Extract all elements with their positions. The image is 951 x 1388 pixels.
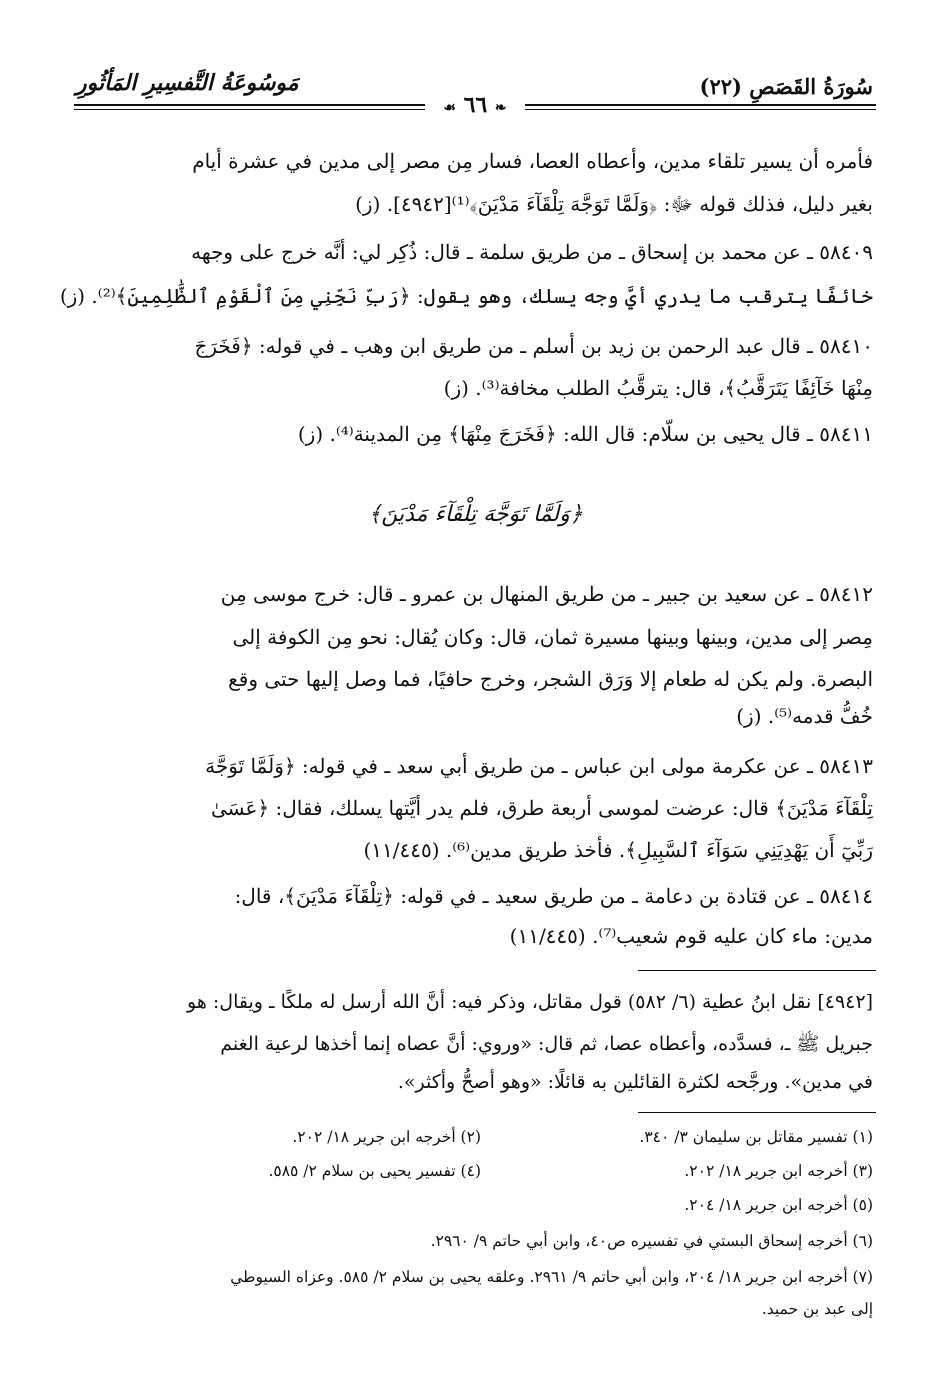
narration-line: ٥٨٤١٤ ـ عن قتادة بن دعامة ـ من طريق سعيد ـ في قوله: ﴿تِلْقَآءَ مَدْيَنَ﴾، قال: bbox=[234, 884, 873, 908]
text-line: تِلْقَآءَ مَدْيَنَ﴾ قال: عرضت لموسى أربعة طرق، فلم يدر أيَّتها يسلك، فقال: ﴿عَسَىٰ bbox=[210, 796, 873, 820]
running-header-book-title: مَوسُوعَةُ التَّفسِيرِ المَأثُورِ bbox=[76, 70, 299, 96]
footnote-separator bbox=[638, 1112, 876, 1113]
ornament-icon: ❧ bbox=[494, 100, 507, 116]
footnote: (٧) أخرجه ابن جرير ١٨/ ٢٠٤، وابن أبي حاتم ٩/ ٢٩٦١. وعلقه يحيى بن سلام ٢/ ٥٨٥. وعزاه السيوطي bbox=[230, 1268, 873, 1286]
text-line: رَبِّيٓ أَن يَهْدِيَنِي سَوَآءَ ٱلسَّبِيلِ﴾. فأخذ طريق مدين⁽⁶⁾. (١١/٤٤٥) bbox=[363, 838, 873, 862]
footnote: إلى عبد بن حميد. bbox=[761, 1300, 873, 1318]
text-line: بغير دليل، فذلك قوله ﷻ: ﴿وَلَمَّا تَوَجَّهَ تِلْقَآءَ مَدْيَنَ﴾⁽¹⁾[٤٩٤٢]. (ز) bbox=[355, 192, 873, 216]
footnote: (٥) أخرجه ابن جرير ١٨/ ٢٠٤. bbox=[684, 1196, 873, 1214]
footnote: (١) تفسير مقاتل بن سليمان ٣/ ٣٤٠. bbox=[639, 1128, 873, 1146]
footnote: (٤) تفسير يحيى بن سلام ٢/ ٥٨٥. bbox=[268, 1162, 481, 1180]
narration-line: ٥٨٤١٢ ـ عن سعيد بن جبير ـ من طريق المنهال بن عمرو ـ قال: خرج موسى مِن bbox=[220, 582, 873, 606]
narration-line: ٥٨٤١١ ـ قال يحيى بن سلّام: قال الله: ﴿فَخَرَجَ مِنْهَا﴾ مِن المدينة⁽⁴⁾. (ز) bbox=[297, 422, 873, 446]
footnote: (٢) أخرجه ابن جرير ١٨/ ٢٠٢. bbox=[292, 1128, 481, 1146]
page-number: ❧ ٦٦ ☙ bbox=[425, 92, 525, 118]
text-line: فأمره أن يسير تلقاء مدين، وأعطاه العصا، فسار مِن مصر إلى مدين في عشرة أيام bbox=[192, 149, 873, 173]
text-line: مدين: ماء كان عليه قوم شعيب⁽⁷⁾. (١١/٤٤٥) bbox=[509, 924, 873, 948]
commentary-line: [٤٩٤٢] نقل ابنُ عطية (٦/ ٥٨٢) قول مقاتل، وذكر فيه: أنَّ الله أرسل له ملكًا ـ ويقال: هو bbox=[187, 991, 873, 1013]
verse-heading: ﴿وَلَمَّا تَوَجَّهَ تِلْقَآءَ مَدْيَنَ﴾ bbox=[368, 502, 583, 527]
text-line: مِنْهَا خَآئِفًا يَتَرَقَّبُ﴾، قال: يترقَّبُ الطلب مخافة⁽³⁾. (ز) bbox=[443, 376, 873, 400]
text-line: خائفًا يترقب ما يدري أيَّ وجه يسلك، وهو يقول: ﴿رَبِّ نَجِّنِي مِنَ ٱلْقَوْمِ ٱلظَّٰلِمِينَ﴾⁽²⁾. (ز) bbox=[59, 284, 873, 308]
narration-line: ٥٨٤١٣ ـ عن عكرمة مولى ابن عباس ـ من طريق أبي سعد ـ في قوله: ﴿وَلَمَّا تَوَجَّهَ bbox=[205, 754, 873, 778]
commentary-line: جبريل ﷺ ـ، فسدَّده، وأعطاه عصا، ثم قال: «وروي: أنَّ عصاه إنما أخذها لرعية الغنم bbox=[220, 1033, 873, 1055]
footnote: (٣) أخرجه ابن جرير ١٨/ ٢٠٢. bbox=[684, 1162, 873, 1180]
narration-line: ٥٨٤١٠ ـ قال عبد الرحمن بن زيد بن أسلم ـ من طريق ابن وهب ـ في قوله: ﴿فَخَرَجَ bbox=[194, 334, 873, 358]
footnote: (٦) أخرجه إسحاق البستي في تفسيره ص٤٠، وابن أبي حاتم ٩/ ٢٩٦٠. bbox=[430, 1232, 873, 1250]
commentary-separator bbox=[638, 970, 876, 971]
text-line: خُفُّ قدمه⁽⁵⁾. (ز) bbox=[736, 704, 873, 728]
ornament-icon: ☙ bbox=[443, 100, 456, 116]
running-header-surah: سُورَةُ القَصَصِ (٢٢) bbox=[699, 74, 873, 99]
text-line: مِصر إلى مدين، وبينها وبينها مسيرة ثمان، قال: وكان يُقال: نحو مِن الكوفة إلى bbox=[232, 625, 873, 649]
commentary-line: في مدين». ورجَّحه لكثرة القائلين به قائلًا: «وهو أصحُّ وأكثر». bbox=[397, 1071, 873, 1093]
narration-line: ٥٨٤٠٩ ـ عن محمد بن إسحاق ـ من طريق سلمة ـ قال: ذُكِر لي: أنَّه خرج على وجهه bbox=[191, 240, 873, 264]
text-line: البصرة. ولم يكن له طعام إلا وَرَق الشجر، وخرج حافيًا، فما وصل إليها حتى وقع bbox=[228, 667, 873, 691]
